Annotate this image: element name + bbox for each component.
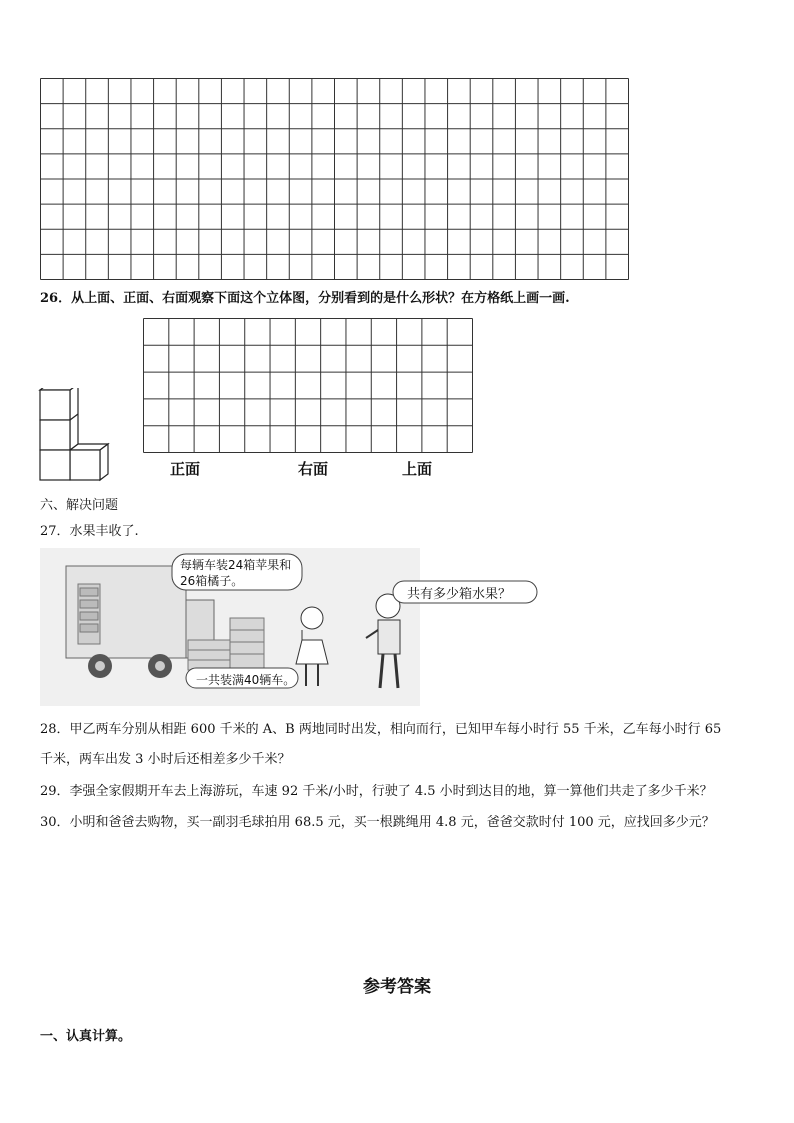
q26-grid-lines	[144, 319, 473, 453]
label-right: 右面	[298, 460, 329, 478]
question-28-line2: 千米，两车出发 3 小时后还相差多少千米？	[40, 752, 291, 767]
question-29-text: 29．李强全家假期开车去上海游玩，车速 92 千米/小时，行驶了 4.5 小时到达目的地，算一算他们共走了多少千米？	[40, 784, 713, 799]
top-grid-lines	[41, 79, 629, 280]
cube-solid-figure	[38, 388, 112, 484]
answers-section-1: 一、认真计算。	[40, 1029, 132, 1044]
question-27-text: 27．水果丰收了.	[40, 524, 139, 539]
top-grid-paper	[40, 78, 630, 281]
question-30-text: 30．小明和爸爸去购物，买一副羽毛球拍用 68.5 元，买一根跳绳用 4.8 元，爸爸交款时付 100 元，应找回多少元？	[40, 815, 715, 830]
total-speech-text: 一共装满40辆车。	[196, 673, 296, 687]
label-front: 正面	[170, 460, 201, 478]
truck-speech-text: 每辆车装24箱苹果和26箱橘子。	[180, 558, 292, 588]
question-26-text: 26．从上面、正面、右面观察下面这个立体图，分别看到的是什么形状？在方格纸上画一画.	[40, 291, 570, 306]
answers-title: 参考答案	[363, 977, 431, 997]
q26-grid-paper	[143, 318, 474, 454]
section-6-title: 六、解决问题	[40, 498, 119, 513]
boy-speech-text: 共有多少箱水果？	[407, 587, 512, 602]
question-28-line1: 28．甲乙两车分别从相距 600 千米的 A、B 两地同时出发，相向而行，已知甲车每小时行 55 千米，乙车每小时行 65	[40, 722, 722, 737]
label-top: 上面	[402, 460, 433, 478]
